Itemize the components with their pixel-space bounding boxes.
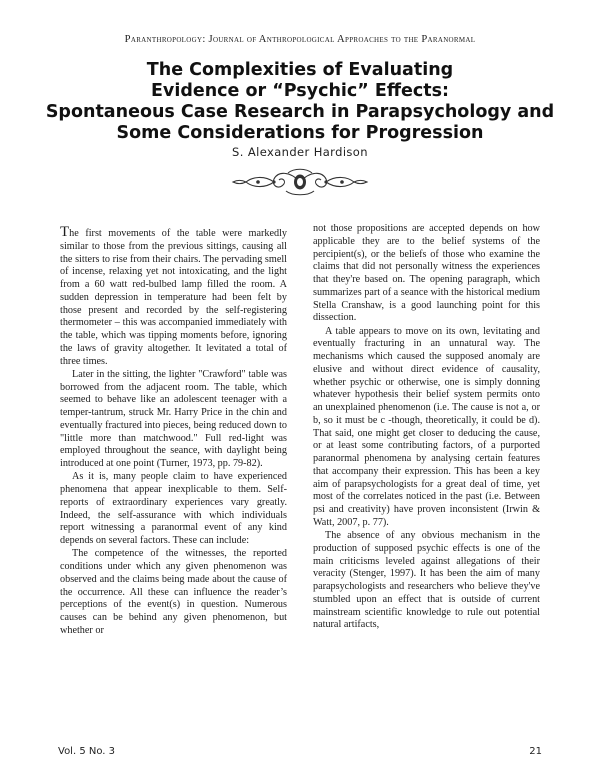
page-number: 21: [529, 746, 542, 757]
drop-cap: T: [60, 224, 70, 240]
title-line-2: Evidence or “Psychic” Effects:: [150, 81, 450, 101]
body-paragraph: A table appears to move on its own, levitating and eventually fracturing in an unnatural way. The mechanisms which caused the supposed anomaly are elusive and without direct evidence of causality, whether psychic or otherwise, one is simply donning whatever hypothesis their belief system permits onto an unexplained phenomenon (i.e. The cause is not a, or b, so it must be c -though, theoretically, it could be d). That said, one might get closer to deducing the cause, or at least some contributing factors, of a purported paranormal phenomena by analysing certain features that accompany their expression. This has been a key aim of parapsychologists for a great deal of time, yet most of the correlates noticed in the past (i.e. Between psi and creativity) have proven inconsistent (Irwin & Watt, 2007, p. 77).: [313, 325, 540, 528]
article-title: [40, 60, 560, 144]
title-line-1: The Complexities of Evaluating: [146, 60, 454, 80]
body-paragraph: Later in the sitting, the lighter "Crawford" table was borrowed from the adjacent room. The table, which seemed to behave like an adolescent teenager with a temper-tantrum, struck Mr. Harry Price in the chin and eventually fractured into pieces, being reduced down to "little more than matchwood." Full red-light was employed throughout the seance, with daylight being introduced at one point (Turner, 1973, pp. 79-82).: [60, 368, 287, 469]
body-paragraph: As it is, many people claim to have experienced phenomena that appear inexplicable to them. Self-reports of extraordinary experiences vary greatly. Indeed, the self-assurance with which individuals report witnessing a paranormal event of any kind depends on several factors. These can include:: [60, 471, 287, 546]
volume-label: Vol. 5 No. 3: [58, 746, 116, 757]
title-line-4: Some Considerations for Progression: [116, 123, 484, 143]
body-paragraph: The competence of the witnesses, the reported conditions under which any given phenomenon was observed and the claims being made about the cause of the occurrence. All these can influence the reader’s perceptions of the event(s) in question. Numerous causes can be behind any given phenomenon, but whether or: [60, 548, 287, 636]
paragraph-text: he first movements of the table were markedly similar to those from the previous sittings, causing all the sitters to rise from their chairs. The pervading smell of incense, relaxing yet not intoxicating, and the light from a 60 watt red-bulbed lamp filled the room. A sudden depression in temperature had been felt by those present and recorded by the self-registering thermometer – this was accompanied immediately with the table, which was tipping moments before, ignoring the laws of gravity altogether. It levitated a total of three times.: [60, 228, 287, 367]
body-paragraph: The absence of any obvious mechanism in the production of supposed psychic effects is one of the main criticisms leveled against allegations of their veracity (Stenger, 1997). It has been the aim of many parapsychologists and researchers who believe they've stumbled upon an effect that is outside of current mainstream scientific knowledge to rule out potential natural artifacts,: [313, 530, 540, 631]
author-name: S. Alexander Hardison: [232, 145, 368, 159]
running-head: Paranthropology: Journal of Anthropological Approaches to the Paranormal: [124, 34, 476, 45]
right-column: [313, 223, 540, 632]
title-line-3: Spontaneous Case Research in Parapsychology and: [45, 102, 555, 122]
body-paragraph: [60, 226, 287, 368]
ornamental-divider-icon: [230, 165, 370, 199]
body-paragraph: not those propositions are accepted depends on how applicable they are to the belief systems of the percipient(s), or the beliefs of those who examine the claims that did not personally witness the experiences that they're based on. The opening paragraph, which summarizes part of a seance with the historical medium Stella Cranshaw, is a good launching point for this dissection.: [313, 223, 540, 324]
left-column: [60, 226, 287, 638]
